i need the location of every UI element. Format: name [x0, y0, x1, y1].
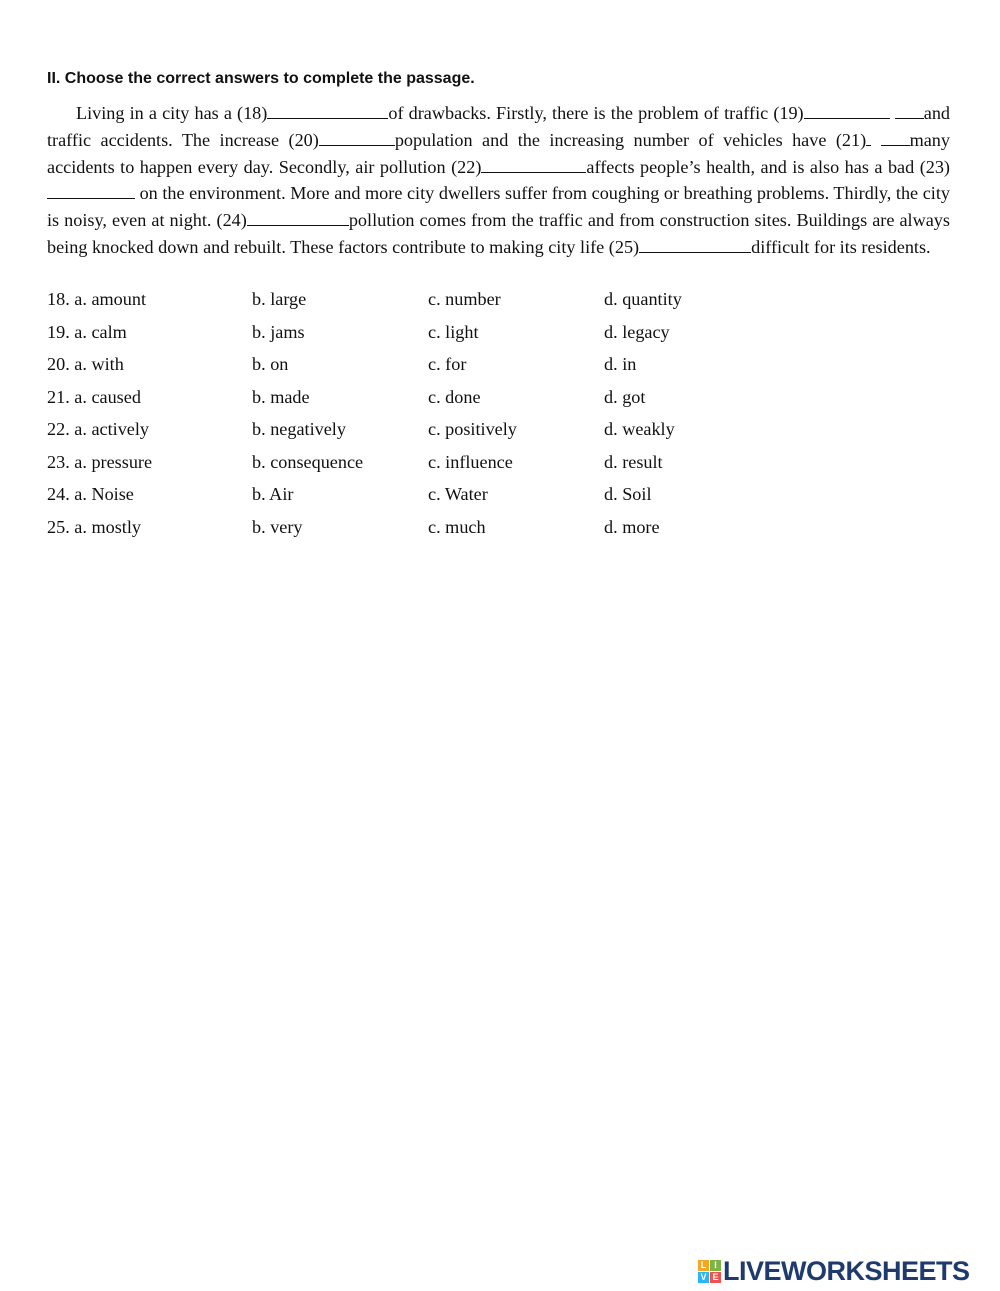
- option-c[interactable]: c. influence: [428, 451, 513, 472]
- logo-letter: L: [698, 1260, 709, 1271]
- blank-20[interactable]: [319, 127, 395, 146]
- option-a[interactable]: 18. a. amount: [47, 289, 147, 309]
- liveworksheets-logo-icon: [698, 1260, 721, 1283]
- question-row: [47, 354, 807, 387]
- section-heading: II. Choose the correct answers to complete the passage.: [47, 70, 475, 87]
- option-c[interactable]: c. number: [428, 289, 501, 309]
- blank-25[interactable]: [639, 234, 751, 253]
- option-c[interactable]: c. positively: [428, 419, 517, 439]
- option-d[interactable]: d. weakly: [604, 419, 675, 439]
- question-row: [47, 419, 807, 452]
- passage-text: population and the increasing number of vehicles have (21): [394, 129, 867, 150]
- option-b[interactable]: b. Air: [252, 484, 294, 504]
- passage-text: difficult for its residents.: [751, 236, 931, 257]
- blank-23[interactable]: [47, 180, 135, 199]
- option-d[interactable]: d. quantity: [604, 289, 682, 309]
- option-c[interactable]: c. for: [428, 354, 467, 374]
- logo-letter: I: [710, 1260, 721, 1271]
- brand-name: LIVEWORKSHEETS: [723, 1255, 970, 1286]
- passage-text: affects people’s health, and is also has a bad (23): [586, 156, 950, 177]
- option-b[interactable]: b. negatively: [252, 419, 346, 439]
- option-b[interactable]: b. very: [252, 516, 303, 537]
- question-row: [47, 289, 807, 322]
- option-d[interactable]: d. in: [604, 354, 637, 374]
- option-a[interactable]: 24. a. Noise: [47, 484, 134, 504]
- question-row: [47, 322, 807, 355]
- option-b[interactable]: b. on: [252, 354, 289, 374]
- blank-24[interactable]: [247, 207, 349, 226]
- blank-19-cont[interactable]: [895, 100, 924, 119]
- option-d[interactable]: d. Soil: [604, 484, 652, 504]
- option-b[interactable]: b. consequence: [252, 451, 364, 472]
- option-c[interactable]: c. light: [428, 321, 479, 342]
- question-row: [47, 484, 807, 517]
- answer-options: [47, 289, 807, 549]
- option-d[interactable]: d. result: [604, 451, 663, 472]
- option-c[interactable]: c. done: [428, 386, 481, 407]
- blank-18[interactable]: [267, 100, 388, 119]
- reading-passage: [47, 100, 950, 261]
- option-b[interactable]: b. made: [252, 386, 310, 407]
- option-a[interactable]: 23. a. pressure: [47, 451, 153, 472]
- blank-21[interactable]: [866, 127, 871, 146]
- passage-text: many accidents to happen every day. Secondly, air pollution (22): [47, 129, 950, 177]
- passage-text: on the environment. More and more city dwellers suffer from coughing or breathing problems. Thirdly, the city is noisy, even at night. (24): [47, 183, 950, 231]
- option-d[interactable]: d. legacy: [604, 321, 670, 342]
- passage-text: Living in a city has a (18): [76, 103, 268, 123]
- option-a[interactable]: 21. a. caused: [47, 386, 141, 407]
- option-a[interactable]: 25. a. mostly: [47, 516, 141, 537]
- question-row: [47, 517, 807, 550]
- question-row: [47, 452, 807, 485]
- option-d[interactable]: d. more: [604, 516, 660, 537]
- option-a[interactable]: 22. a. actively: [47, 419, 150, 439]
- question-row: [47, 387, 807, 420]
- option-a[interactable]: 20. a. with: [47, 354, 124, 374]
- logo-letter: V: [698, 1272, 709, 1283]
- passage-text: pollution comes from the traffic and from construction sites. Buildings are always being knocked down and rebuilt. These factors contribute to making city life (25): [47, 210, 950, 257]
- blank-22[interactable]: [481, 154, 586, 173]
- blank-19[interactable]: [804, 100, 890, 119]
- option-b[interactable]: b. jams: [252, 321, 305, 342]
- blank-21-cont[interactable]: [881, 127, 910, 146]
- option-c[interactable]: c. Water: [428, 484, 488, 504]
- passage-text: and traffic accidents. The increase (20): [47, 103, 951, 150]
- logo-letter: E: [710, 1272, 721, 1283]
- passage-text: of drawbacks. Firstly, there is the problem of traffic (19): [388, 103, 804, 123]
- option-b[interactable]: b. large: [252, 289, 307, 309]
- option-a[interactable]: 19. a. calm: [47, 321, 127, 342]
- liveworksheets-logo: [698, 1256, 970, 1286]
- option-c[interactable]: c. much: [428, 516, 486, 537]
- option-d[interactable]: d. got: [604, 386, 646, 407]
